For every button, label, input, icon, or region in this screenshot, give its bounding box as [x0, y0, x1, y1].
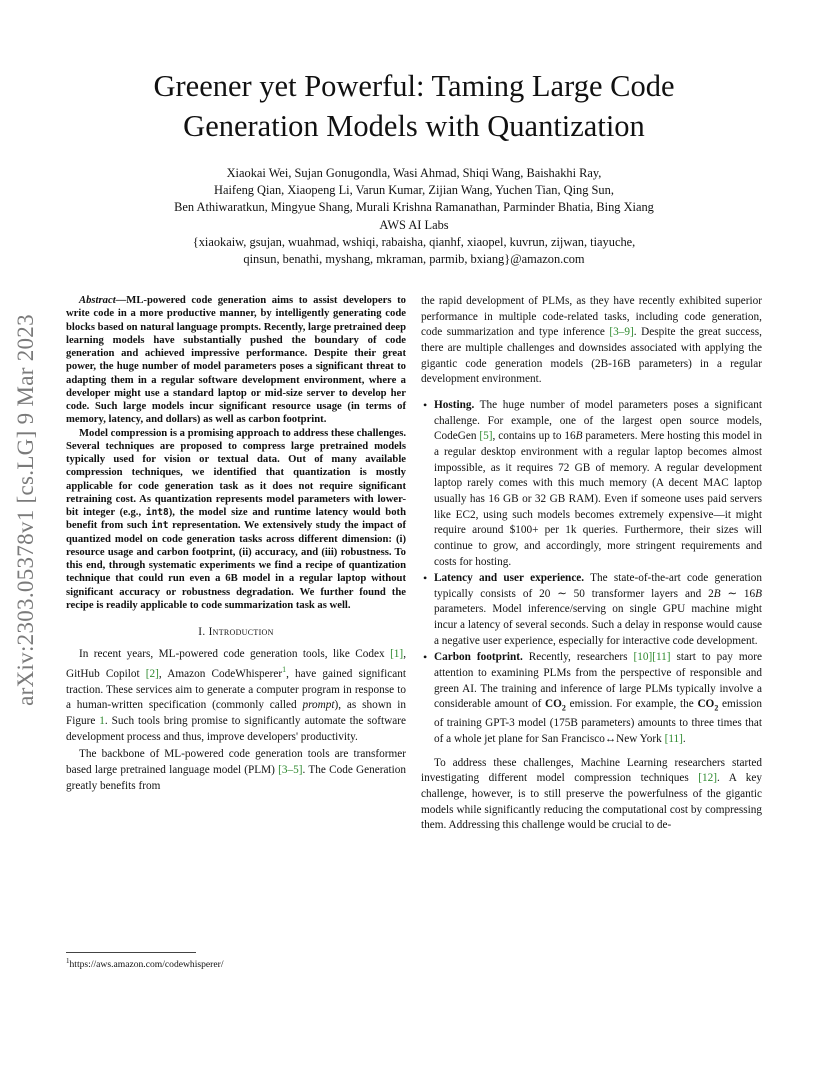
introduction-body	[66, 647, 406, 795]
challenge-list	[421, 398, 762, 748]
author-block	[40, 165, 788, 268]
intro-paragraph-2: The backbone of ML-powered code generation tools are transformer based large pretrained language model (PLM) [3–5]. The Code Generation greatly benefits from	[66, 748, 407, 792]
author-line-2: Haifeng Qian, Xiaopeng Li, Varun Kumar, Zijian Wang, Yuchen Tian, Qing Sun,	[214, 183, 614, 198]
figure-link[interactable]: 1	[99, 715, 105, 728]
list-item: • Hosting. The huge number of model parameters poses a significant challenge. For example, one of the largest open source models, CodeGen [5], contains up to 16B parameters. Mere hosting this model in a regular desktop environment with a regular laptop becomes almost impossible, as it requires 72 GB of memory. A regular development laptop rarely comes with this much memory (A decent MAC laptop usually has 16 GB or 32 GB RAM). Even if someone uses paid servers like EC2, using such models becomes extremely expensive—it might require around $100+ per 1k queries. Furthermore, their sizes will continue to grow, and accordingly, more stringent requirements and costs for hosting.	[421, 398, 762, 570]
footnote-url[interactable]: https://aws.amazon.com/codewhisperer/	[69, 959, 224, 971]
co2-formula: $CO_2$	[697, 698, 719, 713]
right-paragraph-2: To address these challenges, Machine Learning researchers started investigating different model compression techniques [12]. A key challenge, however, is to still preserve the powerfulness of the gigantic models while significantly reducing the computational cost by compressing them. Addressing this challenge would be crucial to de-	[421, 756, 762, 832]
citation-link[interactable]: [3–9]	[609, 326, 634, 339]
abstract-paragraph-2	[66, 427, 406, 613]
list-item: • Latency and user experience. The state-of-the-art code generation typically consists of 20 ∼ 50 transformer layers and 2B ∼ 16B parameters. Model inference/serving on single GPU machine might incur a latency of several seconds. Such a delay in response would cause a negative user experience, especially for interactive code development.	[421, 571, 762, 649]
section-number: I.	[198, 626, 206, 638]
left-column	[66, 294, 406, 794]
section-title: Introduction	[208, 626, 274, 638]
code-int: int	[151, 520, 169, 532]
term-prompt: prompt	[302, 699, 335, 712]
abstract-text-2c: representation. We extensively study the impact of quantized model on code generation tasks across different dimension: (i) resource usage and carbon footprint, (ii) accuracy, and (iii) robustness. To this end, through systematic experiments we find a recipe of quantization technique that could run even a 6B model in a regular laptop without significant accuracy or robustness degradation. We further found the recipe is readily applicable to code summarization task as well.	[66, 520, 407, 611]
footnote	[66, 952, 406, 970]
author-line-1: Xiaokai Wei, Sujan Gonugondla, Wasi Ahmad, Shiqi Wang, Baishakhi Ray,	[226, 166, 602, 180]
abstract-text-1: —ML-powered code generation aims to assist developers to write code in a more productive manner, by intelligently generating code blocks based on natural language prompts. Recently, large pretrained deep learning models have substantially pushed the boundary of code generation and achieved impressive performance. Despite their great power, the huge number of model parameters poses a significant threat to adapting them in a regular software development environment, where a developer might use a standard laptop or mid-size server to develop her code. Such large models incur significant resource usage (in terms of memory, latency, and dollars) as well as carbon footprint.	[66, 295, 406, 426]
citation-link[interactable]: [11]	[652, 651, 671, 664]
paper-title	[0, 66, 828, 146]
citation-link[interactable]: [5]	[479, 430, 493, 443]
affiliation: AWS AI Labs	[379, 217, 449, 232]
citation-link[interactable]: [12]	[698, 772, 718, 785]
arxiv-sidebar	[6, 280, 46, 740]
code-int8: int8	[145, 507, 169, 518]
email-line-2: qinsun, benathi, myshang, mkraman, parmib, bxiang}@amazon.com	[243, 252, 585, 267]
footnote-link[interactable]: 1	[282, 665, 287, 675]
right-column	[421, 294, 762, 834]
section-heading-introduction	[66, 625, 406, 641]
co2-formula: $CO_2$	[545, 698, 566, 713]
bullet-title: Carbon footprint.	[434, 651, 523, 664]
title-line-1: Greener yet Powerful: Taming Large Code	[153, 69, 675, 103]
abstract-label: Abstract	[79, 295, 116, 306]
abstract-text-2b: ), the model size and runtime latency would both benefit from such	[66, 507, 406, 532]
list-item: • Carbon footprint. Recently, researchers [10][11] start to pay more attention to examining PLMs from the perspective of responsible and green AI. The training and inference of large PLMs typically involve a considerable amount of $CO_2$ emission. For example, the $CO_2$ emission of training GPT-3 model (175B parameters) amounts to three times that of a whole jet plane for San Francisco↔New York [11].	[421, 650, 762, 747]
intro-paragraph-1: In recent years, ML-powered code generation tools, like Codex [1], GitHub Copilot [2], Amazon CodeWhisperer$^1$, have gained significant traction. These services aim to generate a computer program in response to a human-written specification (commonly called prompt), as shown in Figure 1. Such tools bring promise to significantly automate the software development process and thus, improve developers' productivity.	[66, 647, 407, 743]
citation-link[interactable]: [1]	[390, 647, 404, 660]
footnote-mark: 1	[66, 957, 70, 965]
bullet-title: Hosting.	[434, 398, 475, 411]
author-line-3: Ben Athiwaratkun, Mingyue Shang, Murali Krishna Ramanathan, Parminder Bhatia, Bing Xiang	[174, 200, 654, 215]
arxiv-identifier: arXiv:2303.05378v1 [cs.LG] 9 Mar 2023	[13, 314, 38, 706]
title-line-2: Generation Models with Quantization	[183, 109, 645, 143]
bullet-title: Latency and user experience.	[434, 572, 585, 585]
abstract	[66, 294, 406, 612]
right-paragraph-1: the rapid development of PLMs, as they have recently exhibited superior performance in multiple code-related tasks, including code generation, code summarization and type inference [3–9]. Despite the great success, there are multiple challenges and downsides associated with applying the gigantic code generation models (2B-16B parameters) in a regular development environment.	[421, 295, 762, 386]
abstract-text-2a: Model compression is a promising approach to address these challenges. Several techniques are proposed to compress large pretrained models typically used for vision or textual data. Out of many available compression techniques, we identified that quantization is mostly applicable for code generation task as it does not require significant retraining cost. As quantization represents model parameters with lower-bit integer (e.g.,	[66, 427, 406, 518]
abstract-paragraph-1	[66, 294, 406, 427]
citation-link[interactable]: [2]	[145, 668, 159, 681]
footnote-rule	[66, 952, 196, 953]
email-line-1: {xiaokaiw, gsujan, wuahmad, wshiqi, rabaisha, qianhf, xiaopel, kuvrun, zijwan, tiayuche,	[192, 234, 636, 249]
citation-link[interactable]: [11]	[664, 732, 683, 745]
citation-link[interactable]: [10]	[633, 651, 653, 664]
citation-link[interactable]: [3–5]	[278, 764, 303, 776]
